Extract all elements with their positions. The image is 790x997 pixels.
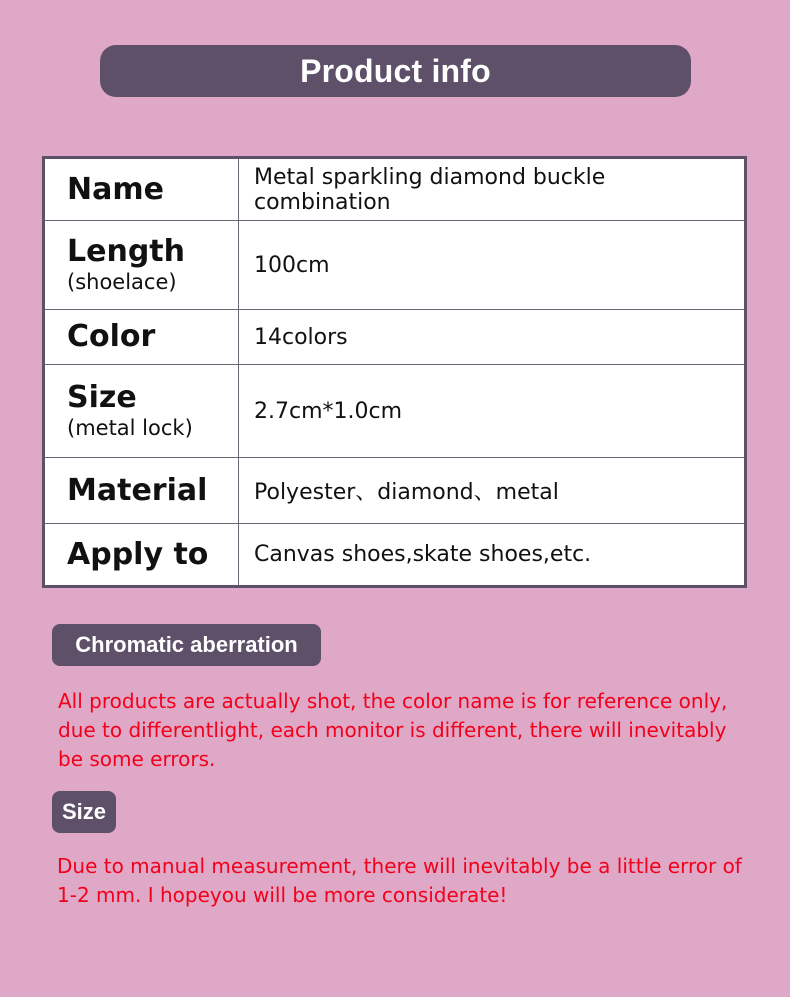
row-value-cell <box>239 524 746 587</box>
chromatic-aberration-note <box>58 687 758 774</box>
row-label: Size <box>67 380 137 415</box>
note-line: Due to manual measurement, there will inevitably be a little error of <box>57 854 742 878</box>
note-line: 1-2 mm. I hopeyou will be more considerate! <box>57 883 508 907</box>
row-label: Apply to <box>67 536 209 572</box>
chromatic-aberration-tag <box>52 624 321 666</box>
row-label-cell <box>44 458 239 524</box>
row-value: 2.7cm*1.0cm <box>254 398 403 424</box>
row-label-cell <box>44 365 239 458</box>
chromatic-aberration-title: Chromatic aberration <box>75 632 298 657</box>
row-label-cell <box>44 158 239 221</box>
row-value-cell <box>239 458 746 524</box>
row-label-cell <box>44 221 239 310</box>
row-label: Color <box>67 319 156 354</box>
row-value-cell <box>239 310 746 365</box>
table-row-apply-to <box>44 524 746 587</box>
row-label: Material <box>67 472 208 508</box>
row-value-cell <box>239 158 746 221</box>
product-info-banner <box>100 45 691 97</box>
row-value: 14colors <box>254 324 348 350</box>
row-label-cell <box>44 310 239 365</box>
row-value: Polyester、diamond、metal <box>254 480 559 505</box>
row-value: Metal sparkling diamond buckle combination <box>254 164 606 215</box>
row-value: Canvas shoes,skate shoes,etc. <box>254 542 592 567</box>
row-label: Name <box>67 171 164 207</box>
table-row-name <box>44 158 746 221</box>
table-row-size <box>44 365 746 458</box>
product-info-table <box>42 156 747 588</box>
row-label: Length <box>67 234 185 269</box>
size-tag <box>52 791 116 833</box>
page-title: Product info <box>300 52 491 89</box>
note-line: be some errors. <box>58 747 216 771</box>
note-line: due to differentlight, each monitor is different, there will inevitably <box>58 718 727 742</box>
row-sublabel: (shoelace) <box>67 270 177 294</box>
row-label-cell <box>44 524 239 587</box>
table-row-material <box>44 458 746 524</box>
table-row-length <box>44 221 746 310</box>
size-title: Size <box>61 799 107 824</box>
row-sublabel: (metal lock) <box>67 416 193 440</box>
row-value: 100cm <box>254 252 330 278</box>
row-value-cell <box>239 365 746 458</box>
table-row-color <box>44 310 746 365</box>
row-value-cell <box>239 221 746 310</box>
size-note <box>57 852 777 910</box>
note-line: All products are actually shot, the color name is for reference only, <box>58 689 728 713</box>
